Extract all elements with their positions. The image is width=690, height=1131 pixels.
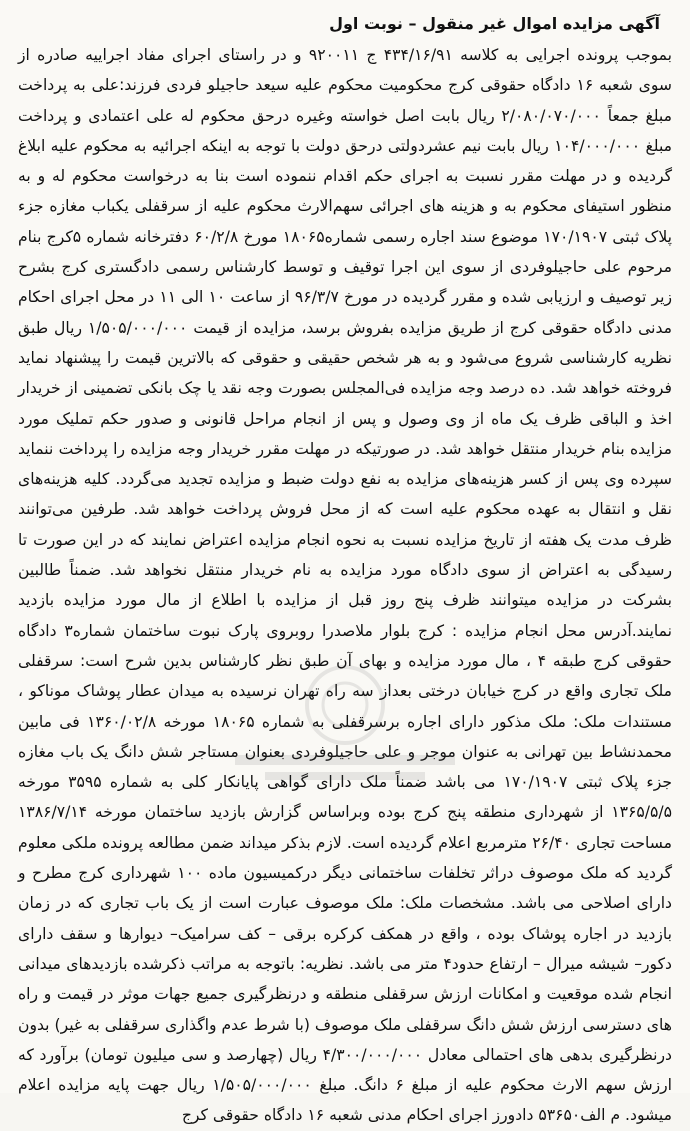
notice-body: بموجب پرونده اجرایی به کلاسه ۴۳۴/۱۶/۹۱ ج ۹۲۰۰۱۱ و در راستای اجرای مفاد اجراییه صادره از سوی شعبه ۱۶ دادگاه حقوقی کرج محکومیت محکوم علیه سیعد حاجیلو فردی فرزند:علی به پرداخت مبلغ جمعاً ۲/۰۸۰/۰۷۰/۰۰۰ ریال بابت اصل خواسته وغیره درحق محکوم له علی اعتمادی و پرداخت مبلغ ۱۰۴/۰۰۰/۰۰۰ ریال بابت نیم عشردولتی درحق دولت با توجه به اینکه اجرائیه به محکوم علیه ابلاغ گردیده و در مهلت مقرر نسبت به اجرای حکم اقدام ننموده است بنا به درخواست محکوم له و به منظور استیفای محکوم به و هزینه های اجرائی سهم‌الارث محکوم علیه از سرقفلی یکباب مغازه جزء پلاک ثبتی ۱۷۰/۱۹۰۷ موضوع سند اجاره رسمی شماره۱۸۰۶۵ مورخ ۶۰/۲/۸ دفترخانه شماره ۵کرج بنام مرحوم علی حاجیلوفردی از سوی این اجرا توقیف و توسط کارشناس رسمی دادگستری کرج بشرح زیر توصیف و ارزیابی شده و مقرر گردیده در مورخ ۹۶/۳/۷ از ساعت ۱۰ الی ۱۱ در محل اجرای احکام مدنی دادگاه حقوقی کرج از طریق مزایده بفروش برسد، مزایده از قیمت ۱/۵۰۵/۰۰۰/۰۰۰ ریال طبق نظریه کارشناسی شروع می‌شود و به هر شخص حقیقی و حقوقی که بالاترین قیمت را پیشنهاد نماید فروخته خواهد شد. ده درصد وجه مزایده فی‌المجلس بصورت وجه نقد یا چک بانکی تضمینی از خریدار اخذ و الباقی ظرف یک ماه از وی وصول و پس از انجام مراحل قانونی و صدور حکم تملیک مورد مزایده بنام خریدار منتقل خواهد شد. در صورتیکه در مهلت مقرر خریدار وجه مزایده را پرداخت ننماید سپرده وی پس از کسر هزینه‌های مزایده به نفع دولت ضبط و مزایده تجدید می‌گردد. کلیه هزینه‌های نقل و انتقال به عهده محکوم علیه است که از محل فروش پرداخت خواهد شد. طرفین می‌توانند ظرف مدت یک هفته از تاریخ مزایده نسبت به نحوه انجام مزایده اعتراض نمایند که در این صورت تا رسیدگی به اعتراض از سوی دادگاه مورد مزایده به نام خریدار منتقل نخواهد شد. ضمناً طالبین بشرکت در مزایده میتوانند ظرف پنج روز قبل از مزایده با اطلاع از مال مورد مزایده بازدید نمایند.آدرس محل انجام مزایده : کرج بلوار ملاصدرا روبروی پارک نبوت ساختمان شماره۳ دادگاه حقوقی کرج طبقه ۴ ، مال مورد مزایده و بهای آن طبق نظر کارشناس بدین شرح است: سرقفلی ملک تجاری واقع در کرج خیابان درختی بعداز سه راه تهران نرسیده به میدان عطار پوشاک موناکو ، مستندات ملک: ملک مذکور دارای اجاره برسرقفلی به شماره ۱۸۰۶۵ مورخه ۱۳۶۰/۰۲/۸ فی مابین محمدنشاط بین تهرانی به عنوان موجر و علی حاجیلوفردی بعنوان مستاجر شش دانگ یک باب مغازه جزء پلاک ثبتی ۱۷۰/۱۹۰۷ می باشد ضمناً ملک دارای گواهی پایانکار کلی به شماره ۳۵۹۵ مورخه ۱۳۶۵/۵/۵ از شهرداری منطقه پنج کرج بوده وبراساس گزارش بازدید ساختمان مورخه ۱۳۸۶/۷/۱۴ مساحت تجاری ۲۶/۴۰ مترمربع اعلام گردیده است. لازم بذکر میداند ضمن مطالعه پرونده ملکی معلوم گردید که ملک موصوف دراثر تخلفات ساختمانی دیگر درکمیسیون ماده ۱۰۰ شهرداری کرج مطرح و دارای اصلاحی می باشد. مشخصات ملک: ملک موصوف عبارت است از یک باب تجاری که در زمان بازدید در اجاره پوشاک بوده ، واقع در همکف کرکره برقی – کف سرامیک– دیوارها و سقف دارای دکور– شیشه میرال – ارتفاع حدود۴ متر می باشد. نظریه: باتوجه به مراتب ذکرشده بازدیدهای میدانی انجام شده موقعیت و امکانات ارزش سرقفلی منطقه و درنظرگیری جمیع جهات موثر در قیمت و راه های دسترسی ارزش شش دانگ سرقفلی ملک موصوف (با شرط عدم واگذاری سرقفلی به غیر) بدون درنظرگیری بدهی های احتمالی معادل ۴/۳۰۰/۰۰۰/۰۰۰ ریال (چهارصد و سی میلیون تومان) برآورد که ارزش سهم الارث محکوم علیه از مبلغ ۶ دانگ. مبلغ ۱/۵۰۵/۰۰۰/۰۰۰ ریال جهت پایه مزایده اعلام میشود. م الف۵۳۶۵۰ دادورز اجرای احکام مدنی شعبه ۱۶ دادگاه حقوقی کرج: [18, 46, 673, 1125]
notice-title: آگهی مزایده اموال غیر منقول – نوبت اول: [329, 14, 660, 33]
